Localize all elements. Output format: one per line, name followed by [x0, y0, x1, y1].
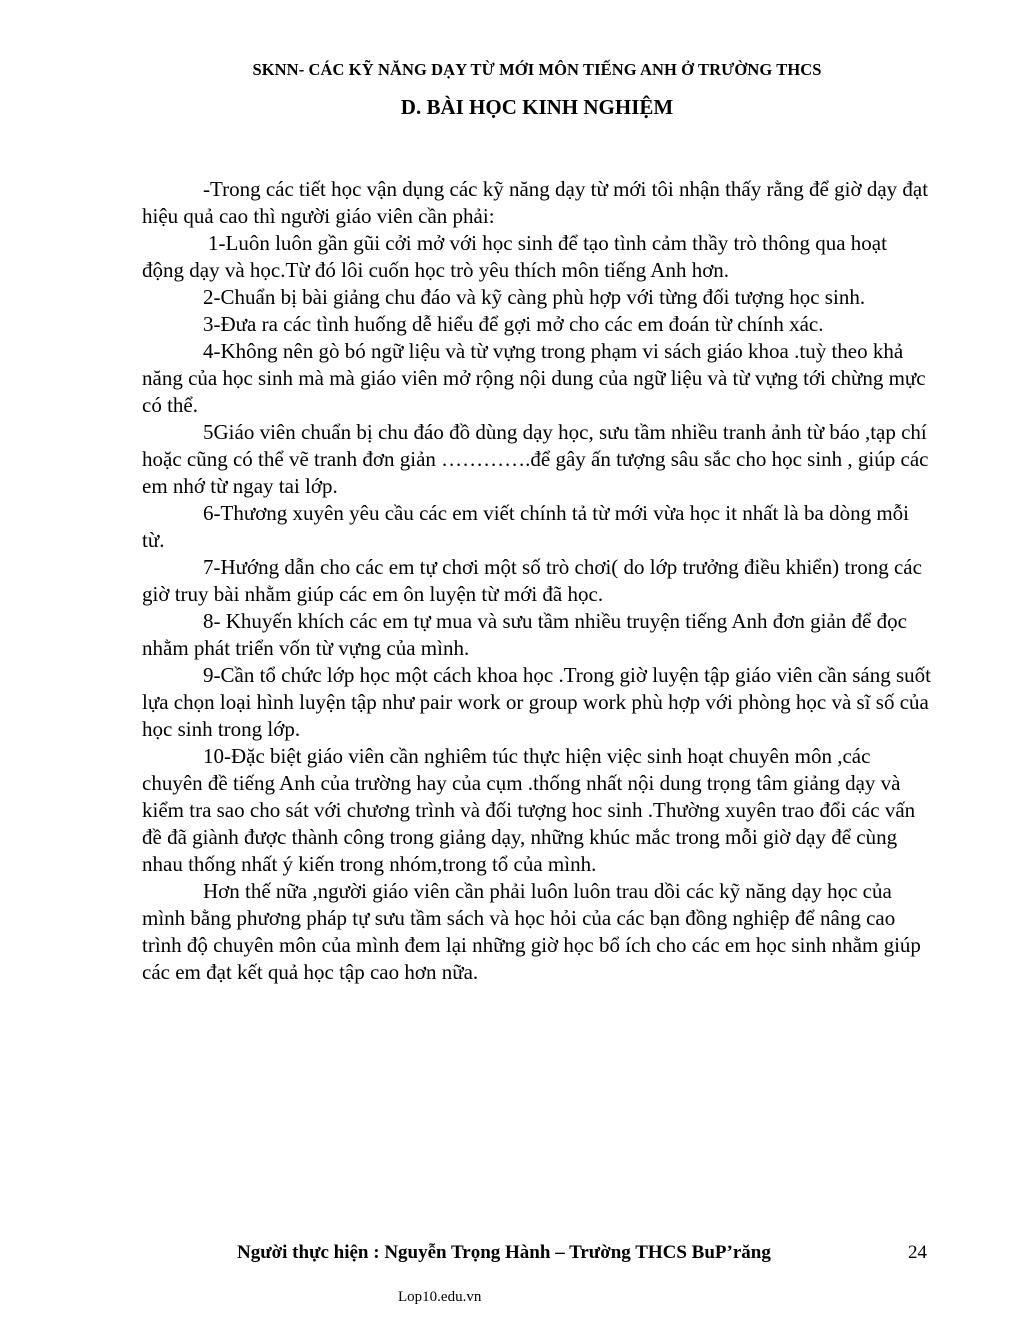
- paragraph-item-8: 8- Khuyến khích các em tự mua và sưu tầm nhiều truyện tiếng Anh đơn giản để đọc nhằm phát triển vốn từ vựng của mình.: [142, 609, 907, 660]
- paragraph-item-5: 5Giáo viên chuẩn bị chu đáo đồ dùng dạy học, sưu tầm nhiều tranh ảnh từ báo ,tạp chí hoặc cũng có thể vẽ tranh đơn giản ………….để gây ấn tượng sâu sắc cho học sinh , giúp các em nhớ từ ngay tai lớp.: [142, 420, 929, 498]
- source-watermark: Lop10.edu.vn: [398, 1289, 482, 1305]
- paragraph-item-7: 7-Hướng dẫn cho các em tự chơi một số trò chơi( do lớp trưởng điều khiển) trong các giờ truy bài nhằm giúp các em ôn luyện từ mới đã học.: [142, 555, 922, 606]
- footer-author: Người thực hiện : Nguyễn Trọng Hành – Trường THCS BuP’răng: [237, 1242, 771, 1263]
- paragraph-conclusion: Hơn thế nữa ,người giáo viên cần phải luôn luôn trau dồi các kỹ năng dạy học của mình bằng phương pháp tự sưu tầm sách và học hỏi của các bạn đồng nghiệp để nâng cao trình độ chuyên môn của mình đem lại những giờ học bổ ích cho các em học sinh nhằm giúp các em đạt kết quả học tập cao hơn nữa.: [142, 879, 921, 984]
- document-body: [142, 176, 932, 986]
- paragraph-item-4: 4-Không nên gò bó ngữ liệu và từ vựng trong phạm vi sách giáo khoa .tuỳ theo khả năng của học sinh mà mà giáo viên mở rộng nội dung của ngữ liệu và từ vựng tới chừng mực có thể.: [142, 339, 926, 417]
- paragraph-item-3: 3-Đưa ra các tình huống dễ hiểu để gợi mở cho các em đoán từ chính xác.: [203, 312, 824, 336]
- paragraph-intro: -Trong các tiết học vận dụng các kỹ năng dạy từ mới tôi nhận thấy rằng để giờ dạy đạt hiệu quả cao thì người giáo viên cần phải:: [142, 177, 929, 228]
- paragraph-item-6: 6-Thương xuyên yêu cầu các em viết chính tả từ mới vừa học it nhất là ba dòng mỗi từ.: [142, 501, 909, 552]
- paragraph-item-9: 9-Cần tổ chức lớp học một cách khoa học .Trong giờ luyện tập giáo viên cần sáng suốt lựa chọn loại hình luyện tập như pair work or group work phù hợp với phòng học và sĩ số của học sinh trong lớp.: [142, 663, 931, 741]
- paragraph-item-10: 10-Đặc biệt giáo viên cần nghiêm túc thực hiện việc sinh hoạt chuyên môn ,các chuyên đề tiếng Anh của trường hay của cụm .thống nhất nội dung trọng tâm giảng dạy và kiểm tra sao cho sát với chương trình và đối tượng hoc sinh .Thường xuyên trao đổi các vấn đề đã giành được thành công trong giảng dạy, những khúc mắc trong mỗi giờ dạy để cùng nhau thống nhất ý kiến trong nhóm,trong tổ của mình.: [142, 744, 916, 876]
- page-number: 24: [908, 1242, 927, 1263]
- running-header: SKNN- CÁC KỸ NĂNG DẠY TỪ MỚI MÔN TIẾNG ANH Ở TRƯỜNG THCS: [252, 60, 822, 79]
- section-title: D. BÀI HỌC KINH NGHIỆM: [400, 95, 674, 119]
- paragraph-item-2: 2-Chuẩn bị bài giảng chu đáo và kỹ càng phù hợp với từng đối tượng học sinh.: [203, 285, 866, 309]
- paragraph-item-1: 1-Luôn luôn gần gũi cởi mở với học sinh để tạo tình cảm thầy trò thông qua hoạt động dạy và học.Từ đó lôi cuốn học trò yêu thích môn tiếng Anh hơn.: [142, 231, 887, 282]
